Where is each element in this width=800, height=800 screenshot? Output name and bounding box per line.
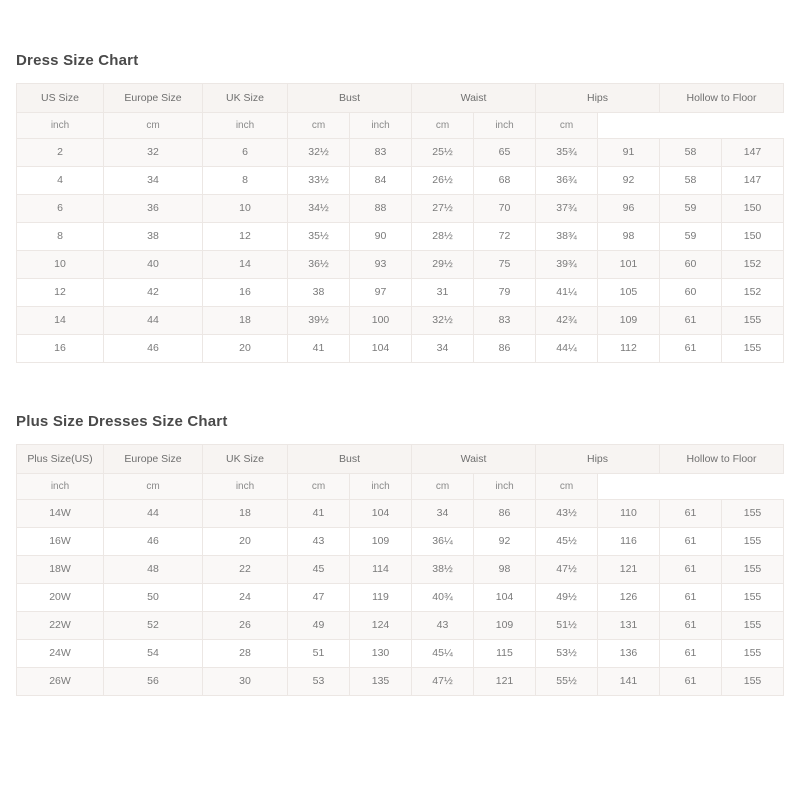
cell-hips-inch: 42¾ xyxy=(536,307,598,335)
column-header-uk-size: UK Size xyxy=(203,84,288,113)
cell-uk-size: 6 xyxy=(203,139,288,167)
cell-hollow-inch: 61 xyxy=(660,556,722,584)
cell-hollow-cm: 155 xyxy=(722,307,784,335)
cell-waist-cm: 121 xyxy=(474,668,536,696)
cell-bust-cm: 88 xyxy=(350,195,412,223)
cell-plus-size: 20W xyxy=(17,584,104,612)
table-row xyxy=(17,640,784,668)
table-header xyxy=(17,445,784,474)
cell-europe-size: 50 xyxy=(104,584,203,612)
cell-waist-cm: 72 xyxy=(474,223,536,251)
cell-europe-size: 34 xyxy=(104,167,203,195)
cell-us-size: 4 xyxy=(17,167,104,195)
cell-bust-cm: 135 xyxy=(350,668,412,696)
cell-uk-size: 26 xyxy=(203,612,288,640)
column-header-europe-size: Europe Size xyxy=(104,445,203,474)
cell-uk-size: 10 xyxy=(203,195,288,223)
column-header-waist: Waist xyxy=(412,84,536,113)
cell-waist-cm: 98 xyxy=(474,556,536,584)
table-row xyxy=(17,223,784,251)
unit-hollow-inch: inch xyxy=(474,474,536,500)
cell-bust-inch: 41 xyxy=(288,335,350,363)
cell-europe-size: 36 xyxy=(104,195,203,223)
cell-uk-size: 24 xyxy=(203,584,288,612)
column-header-waist: Waist xyxy=(412,445,536,474)
cell-waist-cm: 70 xyxy=(474,195,536,223)
cell-hollow-cm: 150 xyxy=(722,223,784,251)
table-row xyxy=(17,500,784,528)
cell-us-size: 14 xyxy=(17,307,104,335)
unit-hollow-cm: cm xyxy=(536,474,598,500)
cell-hips-cm: 116 xyxy=(598,528,660,556)
unit-waist-inch: inch xyxy=(203,113,288,139)
cell-waist-cm: 92 xyxy=(474,528,536,556)
column-header-plus-size-us: Plus Size(US) xyxy=(17,445,104,474)
column-header-us-size: US Size xyxy=(17,84,104,113)
cell-waist-inch: 29½ xyxy=(412,251,474,279)
cell-hollow-inch: 61 xyxy=(660,584,722,612)
unit-hollow-cm: cm xyxy=(536,113,598,139)
cell-hips-cm: 121 xyxy=(598,556,660,584)
cell-bust-inch: 45 xyxy=(288,556,350,584)
table-row xyxy=(17,279,784,307)
cell-plus-size: 22W xyxy=(17,612,104,640)
cell-hollow-cm: 155 xyxy=(722,668,784,696)
cell-waist-cm: 65 xyxy=(474,139,536,167)
unit-waist-inch: inch xyxy=(203,474,288,500)
cell-uk-size: 28 xyxy=(203,640,288,668)
page-title-dress-size-chart: Dress Size Chart xyxy=(16,52,139,69)
cell-hollow-cm: 155 xyxy=(722,528,784,556)
unit-hips-inch: inch xyxy=(350,474,412,500)
cell-europe-size: 48 xyxy=(104,556,203,584)
cell-bust-inch: 47 xyxy=(288,584,350,612)
cell-waist-cm: 83 xyxy=(474,307,536,335)
cell-hollow-cm: 155 xyxy=(722,612,784,640)
cell-hollow-cm: 150 xyxy=(722,195,784,223)
table-row xyxy=(17,139,784,167)
cell-waist-inch: 40¾ xyxy=(412,584,474,612)
table-row xyxy=(17,335,784,363)
cell-waist-cm: 86 xyxy=(474,500,536,528)
column-header-bust: Bust xyxy=(288,84,412,113)
cell-hollow-cm: 155 xyxy=(722,640,784,668)
cell-waist-cm: 79 xyxy=(474,279,536,307)
unit-hips-cm: cm xyxy=(412,113,474,139)
cell-plus-size: 14W xyxy=(17,500,104,528)
cell-hollow-inch: 61 xyxy=(660,307,722,335)
cell-bust-cm: 83 xyxy=(350,139,412,167)
cell-bust-cm: 124 xyxy=(350,612,412,640)
cell-hips-inch: 39¾ xyxy=(536,251,598,279)
cell-hips-cm: 110 xyxy=(598,500,660,528)
cell-uk-size: 18 xyxy=(203,307,288,335)
cell-hollow-cm: 152 xyxy=(722,279,784,307)
cell-bust-cm: 97 xyxy=(350,279,412,307)
cell-hollow-cm: 155 xyxy=(722,556,784,584)
cell-us-size: 10 xyxy=(17,251,104,279)
cell-bust-cm: 114 xyxy=(350,556,412,584)
table-row xyxy=(17,307,784,335)
cell-waist-inch: 31 xyxy=(412,279,474,307)
cell-hips-cm: 136 xyxy=(598,640,660,668)
table-row xyxy=(17,584,784,612)
cell-hips-inch: 38¾ xyxy=(536,223,598,251)
cell-bust-cm: 100 xyxy=(350,307,412,335)
cell-bust-inch: 39½ xyxy=(288,307,350,335)
cell-bust-cm: 93 xyxy=(350,251,412,279)
cell-europe-size: 40 xyxy=(104,251,203,279)
cell-bust-inch: 43 xyxy=(288,528,350,556)
cell-bust-cm: 90 xyxy=(350,223,412,251)
unit-bust-cm: cm xyxy=(104,113,203,139)
cell-hips-cm: 126 xyxy=(598,584,660,612)
cell-europe-size: 44 xyxy=(104,500,203,528)
cell-waist-inch: 28½ xyxy=(412,223,474,251)
cell-hips-inch: 35¾ xyxy=(536,139,598,167)
cell-waist-inch: 36¼ xyxy=(412,528,474,556)
cell-hips-cm: 96 xyxy=(598,195,660,223)
cell-hips-inch: 41¼ xyxy=(536,279,598,307)
plus-size-chart-table xyxy=(16,444,784,696)
cell-waist-inch: 43 xyxy=(412,612,474,640)
cell-waist-inch: 27½ xyxy=(412,195,474,223)
unit-hollow-inch: inch xyxy=(474,113,536,139)
cell-waist-inch: 45¼ xyxy=(412,640,474,668)
unit-hips-cm: cm xyxy=(412,474,474,500)
cell-uk-size: 30 xyxy=(203,668,288,696)
unit-waist-cm: cm xyxy=(288,113,350,139)
table-row xyxy=(17,612,784,640)
cell-bust-inch: 35½ xyxy=(288,223,350,251)
cell-hips-cm: 131 xyxy=(598,612,660,640)
cell-bust-inch: 34½ xyxy=(288,195,350,223)
cell-uk-size: 16 xyxy=(203,279,288,307)
table-body xyxy=(17,113,784,363)
unit-row xyxy=(17,474,784,500)
cell-hips-inch: 44¼ xyxy=(536,335,598,363)
cell-hips-cm: 141 xyxy=(598,668,660,696)
cell-waist-inch: 25½ xyxy=(412,139,474,167)
cell-europe-size: 46 xyxy=(104,528,203,556)
cell-uk-size: 22 xyxy=(203,556,288,584)
unit-hips-inch: inch xyxy=(350,113,412,139)
unit-bust-inch: inch xyxy=(17,474,104,500)
cell-hollow-inch: 58 xyxy=(660,167,722,195)
cell-hollow-inch: 61 xyxy=(660,612,722,640)
cell-hollow-inch: 59 xyxy=(660,195,722,223)
table-row xyxy=(17,251,784,279)
table-row xyxy=(17,195,784,223)
cell-us-size: 6 xyxy=(17,195,104,223)
column-header-hollow-to-floor: Hollow to Floor xyxy=(660,84,784,113)
cell-bust-cm: 130 xyxy=(350,640,412,668)
cell-hips-inch: 43½ xyxy=(536,500,598,528)
cell-us-size: 12 xyxy=(17,279,104,307)
cell-hips-cm: 91 xyxy=(598,139,660,167)
cell-waist-inch: 34 xyxy=(412,500,474,528)
cell-hips-inch: 36¾ xyxy=(536,167,598,195)
table-row xyxy=(17,668,784,696)
cell-uk-size: 14 xyxy=(203,251,288,279)
cell-waist-cm: 109 xyxy=(474,612,536,640)
table-row xyxy=(17,528,784,556)
cell-hips-cm: 112 xyxy=(598,335,660,363)
cell-waist-cm: 115 xyxy=(474,640,536,668)
cell-bust-cm: 84 xyxy=(350,167,412,195)
cell-hollow-inch: 61 xyxy=(660,335,722,363)
cell-bust-cm: 109 xyxy=(350,528,412,556)
cell-hollow-inch: 60 xyxy=(660,279,722,307)
cell-waist-inch: 38½ xyxy=(412,556,474,584)
cell-hollow-cm: 155 xyxy=(722,500,784,528)
unit-bust-inch: inch xyxy=(17,113,104,139)
cell-waist-inch: 26½ xyxy=(412,167,474,195)
cell-hollow-inch: 61 xyxy=(660,668,722,696)
cell-plus-size: 18W xyxy=(17,556,104,584)
cell-europe-size: 56 xyxy=(104,668,203,696)
column-header-bust: Bust xyxy=(288,445,412,474)
unit-waist-cm: cm xyxy=(288,474,350,500)
cell-uk-size: 20 xyxy=(203,528,288,556)
column-header-uk-size: UK Size xyxy=(203,445,288,474)
column-header-hips: Hips xyxy=(536,84,660,113)
cell-waist-cm: 75 xyxy=(474,251,536,279)
cell-hips-inch: 45½ xyxy=(536,528,598,556)
cell-hips-cm: 92 xyxy=(598,167,660,195)
cell-bust-inch: 51 xyxy=(288,640,350,668)
cell-bust-inch: 49 xyxy=(288,612,350,640)
cell-us-size: 2 xyxy=(17,139,104,167)
cell-bust-cm: 119 xyxy=(350,584,412,612)
cell-us-size: 16 xyxy=(17,335,104,363)
cell-uk-size: 20 xyxy=(203,335,288,363)
cell-waist-cm: 104 xyxy=(474,584,536,612)
cell-bust-cm: 104 xyxy=(350,335,412,363)
cell-waist-inch: 32½ xyxy=(412,307,474,335)
cell-plus-size: 16W xyxy=(17,528,104,556)
cell-bust-inch: 53 xyxy=(288,668,350,696)
unit-row xyxy=(17,113,784,139)
cell-hollow-inch: 60 xyxy=(660,251,722,279)
cell-hips-inch: 55½ xyxy=(536,668,598,696)
cell-bust-inch: 32½ xyxy=(288,139,350,167)
cell-europe-size: 46 xyxy=(104,335,203,363)
cell-hollow-cm: 155 xyxy=(722,335,784,363)
cell-hips-inch: 53½ xyxy=(536,640,598,668)
cell-waist-cm: 68 xyxy=(474,167,536,195)
column-header-hips: Hips xyxy=(536,445,660,474)
cell-waist-inch: 34 xyxy=(412,335,474,363)
cell-uk-size: 8 xyxy=(203,167,288,195)
table-row xyxy=(17,167,784,195)
cell-bust-inch: 33½ xyxy=(288,167,350,195)
cell-hollow-inch: 61 xyxy=(660,528,722,556)
cell-hips-inch: 51½ xyxy=(536,612,598,640)
cell-hips-cm: 109 xyxy=(598,307,660,335)
header-row xyxy=(17,84,784,113)
unit-bust-cm: cm xyxy=(104,474,203,500)
cell-waist-cm: 86 xyxy=(474,335,536,363)
table-body xyxy=(17,474,784,696)
cell-europe-size: 38 xyxy=(104,223,203,251)
dress-size-chart-table xyxy=(16,83,784,363)
cell-hips-cm: 98 xyxy=(598,223,660,251)
cell-europe-size: 42 xyxy=(104,279,203,307)
cell-hollow-inch: 58 xyxy=(660,139,722,167)
cell-europe-size: 32 xyxy=(104,139,203,167)
column-header-hollow-to-floor: Hollow to Floor xyxy=(660,445,784,474)
cell-hollow-cm: 155 xyxy=(722,584,784,612)
cell-hollow-inch: 61 xyxy=(660,640,722,668)
cell-uk-size: 18 xyxy=(203,500,288,528)
cell-plus-size: 24W xyxy=(17,640,104,668)
cell-hips-inch: 37¾ xyxy=(536,195,598,223)
table-header xyxy=(17,84,784,113)
cell-europe-size: 44 xyxy=(104,307,203,335)
cell-bust-cm: 104 xyxy=(350,500,412,528)
cell-bust-inch: 41 xyxy=(288,500,350,528)
cell-uk-size: 12 xyxy=(203,223,288,251)
cell-europe-size: 52 xyxy=(104,612,203,640)
cell-europe-size: 54 xyxy=(104,640,203,668)
page-title-plus-size-dresses-size-chart: Plus Size Dresses Size Chart xyxy=(16,413,228,430)
cell-us-size: 8 xyxy=(17,223,104,251)
cell-plus-size: 26W xyxy=(17,668,104,696)
cell-bust-inch: 38 xyxy=(288,279,350,307)
header-row xyxy=(17,445,784,474)
cell-hips-inch: 49½ xyxy=(536,584,598,612)
cell-hips-cm: 101 xyxy=(598,251,660,279)
cell-hollow-cm: 147 xyxy=(722,167,784,195)
cell-hollow-cm: 147 xyxy=(722,139,784,167)
table-row xyxy=(17,556,784,584)
cell-waist-inch: 47½ xyxy=(412,668,474,696)
cell-hollow-inch: 59 xyxy=(660,223,722,251)
cell-hips-inch: 47½ xyxy=(536,556,598,584)
cell-hips-cm: 105 xyxy=(598,279,660,307)
column-header-europe-size: Europe Size xyxy=(104,84,203,113)
cell-bust-inch: 36½ xyxy=(288,251,350,279)
cell-hollow-inch: 61 xyxy=(660,500,722,528)
cell-hollow-cm: 152 xyxy=(722,251,784,279)
